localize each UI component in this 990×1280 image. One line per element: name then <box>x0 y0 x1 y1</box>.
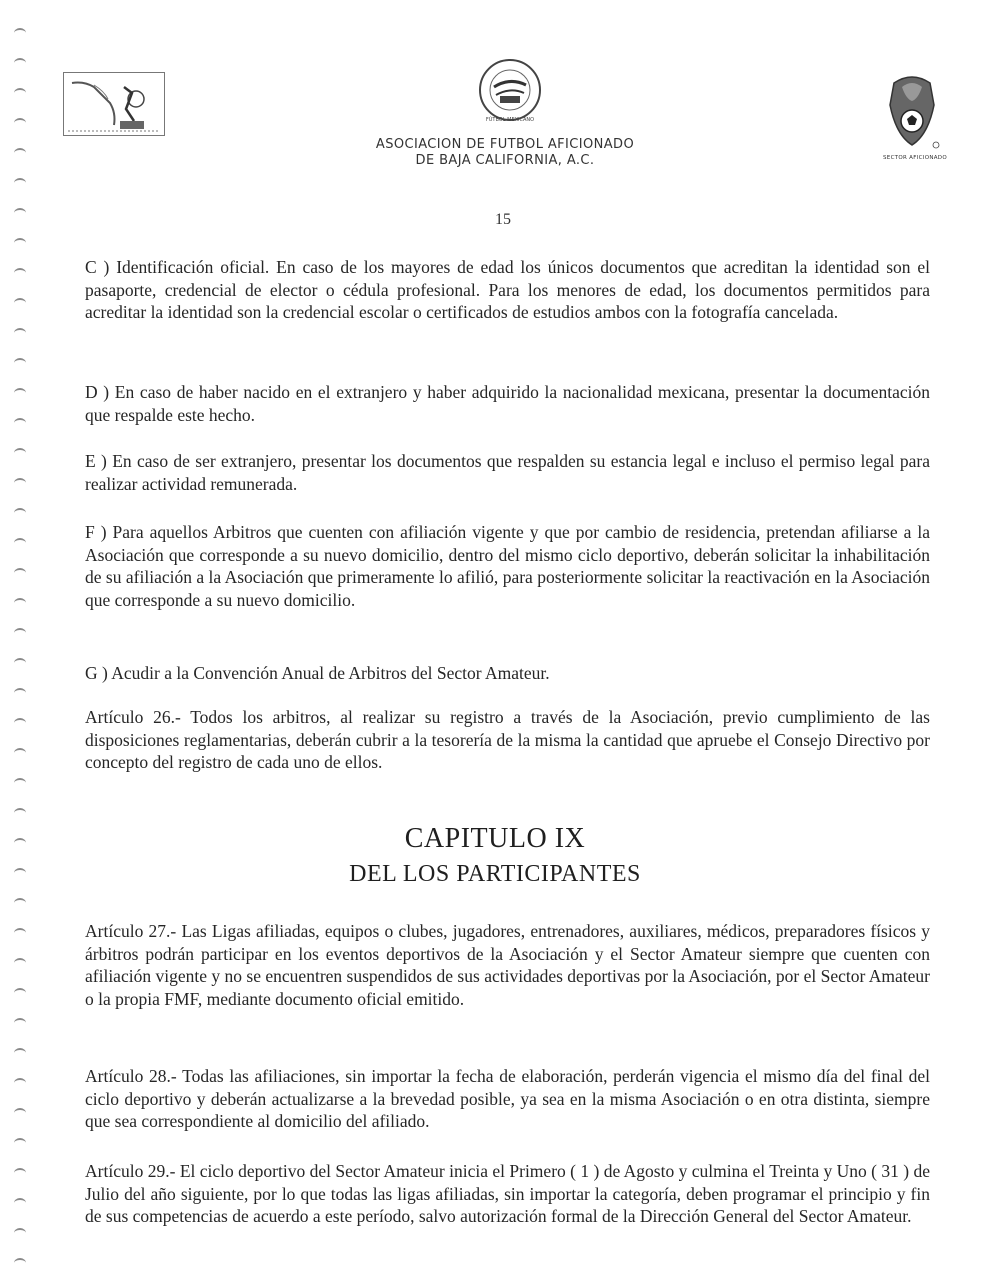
article-29-label: Artículo 29.- <box>85 1161 176 1181</box>
article-27-text: Las Ligas afiliadas, equipos o clubes, jugadores, entrenadores, auxiliares, médicos, preparadores físicos y árbitros podrán participar en los eventos deportivos de la Asociación y el Sector Amateur siempre que cuenten con afiliación vigente y no se encuentren suspendidos de sus actividades deportivas por la Asociación, por el Sector Amateur o la propia FMF, mediante documento oficial emitido. <box>85 921 930 1009</box>
article-29-text: El ciclo deportivo del Sector Amateur inicia el Primero ( 1 ) de Agosto y culmina el Treinta y Uno ( 31 ) de Julio del año siguiente, por lo que todas las ligas afiliadas, sin importar la categoría, deben programar el principio y fin de sus competencias de acuerdo a este período, salvo autorización formal de la Dirección General del Sector Amateur. <box>85 1161 931 1226</box>
organization-name-line1: ASOCIACION DE FUTBOL AFICIONADO <box>375 137 635 152</box>
section-g: G ) Acudir a la Convención Anual de Arbitros del Sector Amateur. <box>85 663 550 683</box>
article-26-text: Todos los arbitros, al realizar su registro a través de la Asociación, previo cumplimiento de las disposiciones reglamentarias, deberán cubrir a la tesorería de la misma la cantidad que apruebe el Consejo Directivo por concepto del registro de cada uno de ellos. <box>85 707 930 772</box>
organization-name <box>340 137 670 169</box>
organization-name-line2: DE BAJA CALIFORNIA, A.C. <box>415 153 595 168</box>
chapter-title: CAPITULO IX <box>404 823 586 854</box>
center-logo-text: FÚTBOL MEXICANO <box>485 117 535 123</box>
section-f: F ) Para aquellos Arbitros que cuenten con afiliación vigente y que por cambio de residencia, pretendan afiliarse a la Asociación que corresponde a su nuevo domicilio, dentro del mismo ciclo deportivo, deberán solicitar la inhabilitación de su afiliación a la Asociación que primeramente lo afilió, para posteriormente solicitar la reactivación en la Asociación que corresponde a su nuevo domicilio. <box>85 522 930 610</box>
article-28-text: Todas las afiliaciones, sin importar la fecha de elaboración, perderán vigencia el mismo día del final del ciclo deportivo y deberán actualizarse a la brevedad posible, ya sea en la misma Asociación o en otra distinta, siempre que sea correspondiente al domicilio del afiliado. <box>85 1066 931 1131</box>
article-28 <box>85 1065 930 1133</box>
article-26-label: Artículo 26.- <box>85 707 181 727</box>
baja-california-logo <box>63 72 165 136</box>
article-27-label: Artículo 27.- <box>85 921 177 941</box>
binding-edge <box>0 0 40 1280</box>
page-number: 15 <box>495 211 511 228</box>
article-29 <box>85 1160 930 1228</box>
mexico-federation-crest <box>872 65 952 165</box>
sector-label: SECTOR AFICIONADO <box>883 155 947 161</box>
section-d: D ) En caso de haber nacido en el extranjero y haber adquirido la nacionalidad mexicana, presentar la documentación que respalde este hecho. <box>85 382 930 425</box>
section-e: E ) En caso de ser extranjero, presentar los documentos que respalden su estancia legal e incluso el permiso legal para realizar actividad remunerada. <box>85 451 930 494</box>
chapter-subtitle: DEL LOS PARTICIPANTES <box>349 861 641 887</box>
article-27 <box>85 920 930 1010</box>
article-28-label: Artículo 28.- <box>85 1066 177 1086</box>
futbol-mexicano-logo <box>470 55 550 125</box>
section-c: C ) Identificación oficial. En caso de los mayores de edad los únicos documentos que acreditan la identidad son el pasaporte, credencial de elector o cédula profesional. Para los menores de edad, los documentos permitidos para acreditar la identidad son la credencial escolar o certificados de estudios ambos con la fotografía cancelada. <box>85 257 930 322</box>
article-26 <box>85 706 930 774</box>
